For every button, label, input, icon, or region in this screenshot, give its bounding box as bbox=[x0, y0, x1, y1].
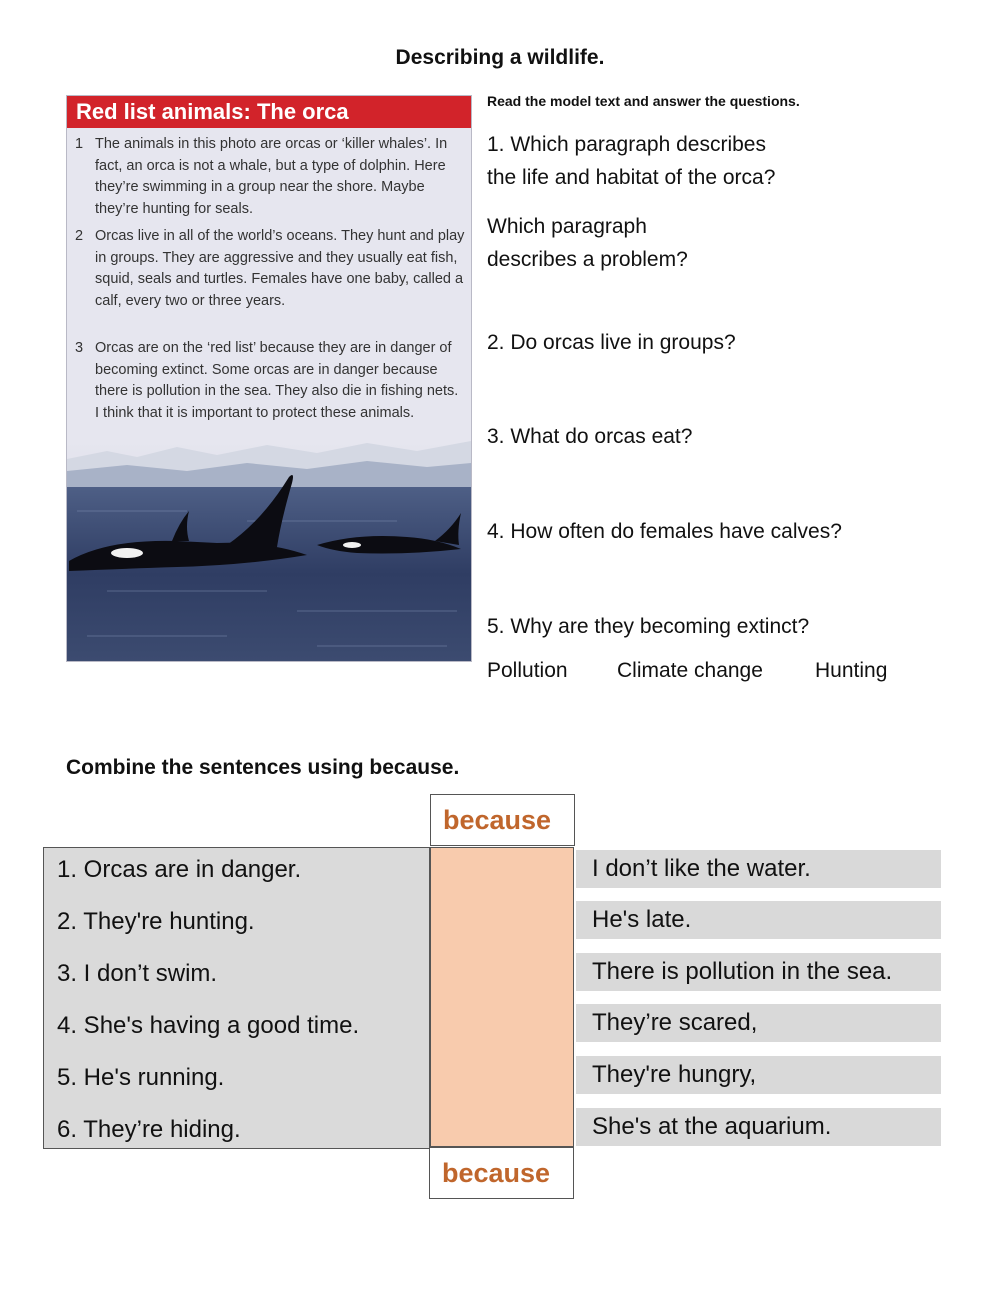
question-4: 4. How often do females have calves? bbox=[487, 520, 842, 543]
because-label-bottom: because bbox=[429, 1147, 574, 1199]
left-sentence-1: 1. Orcas are in danger. bbox=[57, 856, 302, 883]
sentence-list-left bbox=[43, 847, 430, 1149]
paragraph-number: 1 bbox=[75, 136, 84, 152]
left-sentence-5: 5. He's running. bbox=[57, 1064, 225, 1091]
paragraph-3 bbox=[75, 338, 465, 424]
paragraph-2 bbox=[75, 226, 465, 312]
question-1: 1. Which paragraph describes the life and habitat of the orca? bbox=[487, 133, 776, 189]
option-pollution[interactable]: Pollution bbox=[487, 659, 568, 682]
orca-photo bbox=[67, 441, 471, 661]
paragraph-text: The animals in this photo are orcas or ‘killer whales’. In fact, an orca is not a whale, but a type of dolphin. Here they’re swimming in a group near the shore. Maybe they’re hunting for seals. bbox=[95, 136, 448, 217]
because-label-top: because bbox=[430, 794, 575, 846]
page-title: Describing a wildlife. bbox=[395, 46, 605, 69]
paragraph-number: 3 bbox=[75, 340, 84, 356]
question-5: 5. Why are they becoming extinct? bbox=[487, 615, 810, 638]
right-clause-6[interactable]: She's at the aquarium. bbox=[576, 1108, 941, 1146]
paragraph-text: Orcas are on the ‘red list’ because they are in danger of becoming extinct. Some orcas are in danger because there is pollution in the sea. They also die in fishing nets. I think that it is important to protect these animals. bbox=[95, 340, 459, 421]
paragraph-text: Orcas live in all of the world’s oceans. They hunt and play in groups. They are aggressive and they usually eat fish, squid, seals and turtles. Females have one baby, called a calf, every two or three years. bbox=[95, 228, 465, 309]
answer-drop-zone[interactable] bbox=[430, 847, 574, 1147]
question-2: 2. Do orcas live in groups? bbox=[487, 331, 736, 354]
left-sentence-6: 6. They’re hiding. bbox=[57, 1116, 241, 1143]
left-sentence-4: 4. She's having a good time. bbox=[57, 1012, 360, 1039]
question-3: 3. What do orcas eat? bbox=[487, 425, 693, 448]
right-clause-4[interactable]: They’re scared, bbox=[576, 1004, 941, 1042]
right-clause-5[interactable]: They're hungry, bbox=[576, 1056, 941, 1094]
question-1b: Which paragraph describes a problem? bbox=[487, 215, 688, 271]
right-clause-3[interactable]: There is pollution in the sea. bbox=[576, 953, 941, 991]
right-clause-1[interactable]: I don’t like the water. bbox=[576, 850, 941, 888]
left-sentence-2: 2. They're hunting. bbox=[57, 908, 255, 935]
paragraph-number: 2 bbox=[75, 228, 84, 244]
right-clause-2[interactable]: He's late. bbox=[576, 901, 941, 939]
left-sentence-3: 3. I don’t swim. bbox=[57, 960, 218, 987]
option-hunting[interactable]: Hunting bbox=[815, 659, 888, 682]
paragraph-1 bbox=[75, 134, 465, 220]
reading-card bbox=[66, 95, 472, 662]
option-climate-change[interactable]: Climate change bbox=[617, 659, 763, 682]
card-header: Red list animals: The orca bbox=[67, 96, 471, 128]
section-title: Combine the sentences using because. bbox=[66, 756, 460, 779]
instruction-text: Read the model text and answer the questions. bbox=[487, 93, 800, 109]
